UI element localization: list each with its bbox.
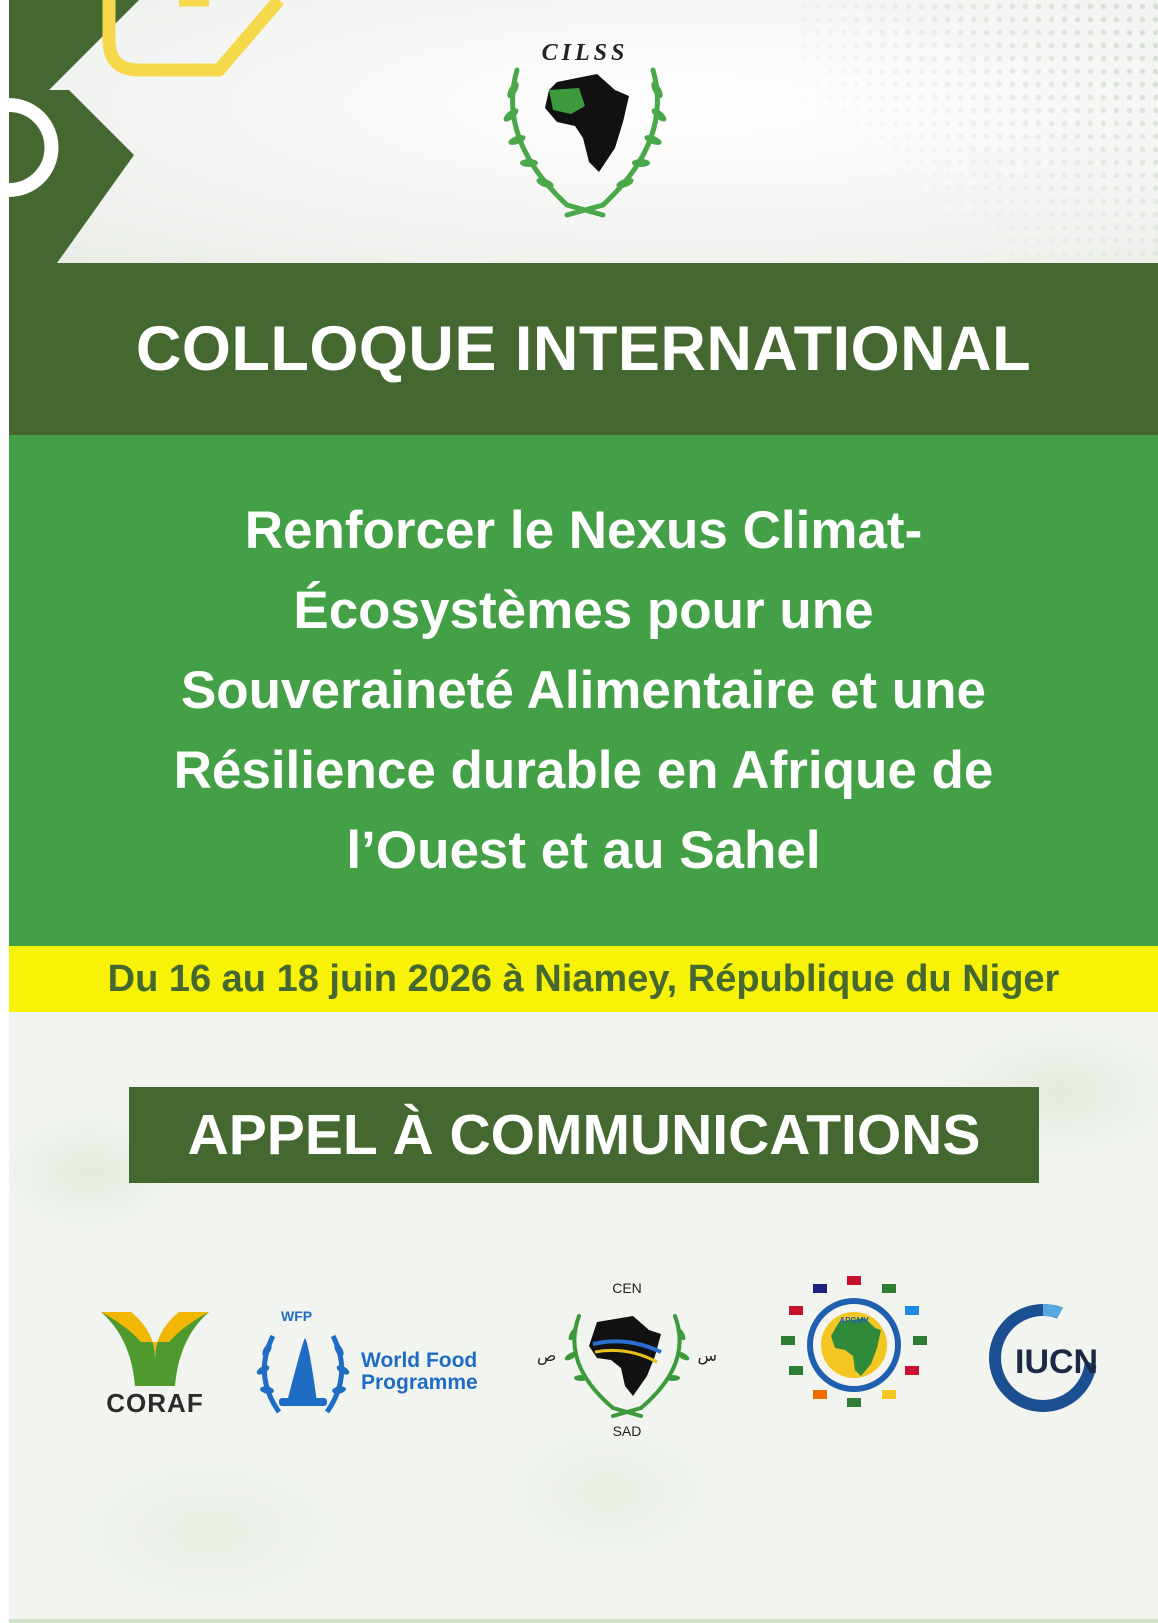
censad-arabic-right: س	[697, 1348, 717, 1365]
subtitle-band	[9, 435, 1158, 946]
cilss-logo-text: CILSS	[541, 40, 629, 66]
great-green-wall-flags-icon	[779, 1270, 929, 1420]
wfp-name	[361, 1350, 478, 1394]
page-title: COLLOQUE INTERNATIONAL	[135, 314, 1032, 384]
coraf-logo	[97, 1308, 213, 1424]
apgmv-label: APGMV	[839, 1316, 869, 1325]
censad-top-label: CEN	[612, 1280, 642, 1296]
wfp-abbr: WFP	[281, 1308, 313, 1324]
coraf-label: CORAF	[106, 1388, 204, 1418]
date-location: Du 16 au 18 juin 2026 à Niamey, République du Niger	[107, 957, 1060, 1000]
wfp-name-line2: Programme	[361, 1371, 478, 1394]
iucn-logo	[987, 1302, 1107, 1422]
page-left-gutter	[0, 0, 9, 1623]
date-band	[9, 946, 1158, 1012]
corner-shapes-decoration	[9, 0, 299, 263]
call-for-papers-banner	[129, 1087, 1039, 1183]
wfp-wreath-icon	[253, 1320, 353, 1430]
censad-africa-laurel-icon	[557, 1300, 697, 1420]
cilss-africa-laurel-icon	[487, 30, 683, 226]
colloquium-theme: Renforcer le Nexus Climat-Écosystèmes pour une Souveraineté Alimentaire et une Résilience durable en Afrique de l’Ouest et au Sahel	[173, 500, 994, 880]
apgmv-logo	[779, 1270, 929, 1420]
censad-logo	[527, 1280, 727, 1440]
wfp-name-line1: World Food	[361, 1349, 478, 1372]
bottom-divider	[9, 1619, 1158, 1623]
dot-pattern-decoration	[798, 0, 1158, 263]
partner-logos	[9, 1270, 1158, 1450]
coraf-logo-icon	[97, 1308, 213, 1388]
flyer-page	[9, 0, 1158, 1623]
call-for-papers-label: APPEL À COMMUNICATIONS	[187, 1103, 981, 1167]
iucn-label: IUCN	[1015, 1343, 1099, 1381]
censad-arabic-left: ص	[537, 1348, 557, 1365]
title-band	[9, 263, 1158, 435]
censad-bottom-label: SAD	[612, 1423, 642, 1439]
wfp-logo	[253, 1310, 493, 1420]
